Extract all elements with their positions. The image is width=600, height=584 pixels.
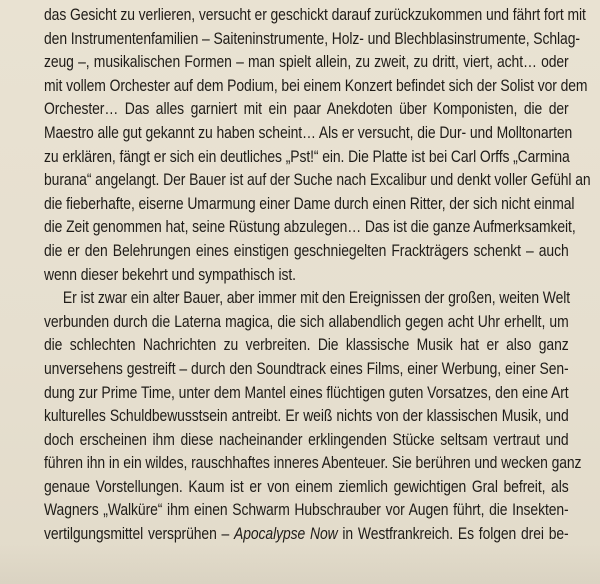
text-line: zeug –, musikalischen Formen – man spielt allein, zu zweit, zu dritt, viert, acht… oder: [44, 53, 569, 72]
text-line: die er den Belehrungen eines einstigen geschniegelten Frackträgers schenkt – auch: [44, 241, 569, 260]
text-line: den Instrumentenfamilien – Saiteninstrumente, Holz- und Blechblasinstrumente, Schlag-: [44, 29, 580, 48]
text-line: Maestro alle gut gekannt zu haben scheint… Als er versucht, die Dur- und Molltonarten: [44, 123, 573, 142]
text-line: Wagners „Walküre“ ihm einen Schwarm Hubschrauber vor Augen führt, die Insekten-: [44, 501, 569, 520]
text-line: unversehens gestreift – durch den Soundtrack eines Films, einer Werbung, einer Sen-: [44, 359, 569, 378]
text-line: die Zeit genommen hat, seine Rüstung abzulegen… Das ist die ganze Aufmerksamkeit,: [44, 218, 576, 237]
text-line: genaue Vorstellungen. Kaum ist er von einem ziemlich gewichtigen Gral befreit, als: [44, 477, 569, 496]
text-line: Orchester… Das alles garniert mit ein paar Anekdoten über Komponisten, die der: [44, 100, 569, 119]
text-line: zu erklären, fängt er sich ein deutliches „Pst!“ ein. Die Platte ist bei Carl Orffs „Carmina: [44, 147, 570, 166]
text-line: doch erscheinen ihm diese nacheinander erklingenden Stücke seltsam vertraut und: [44, 430, 569, 449]
text-line: die fieberhafte, eiserne Umarmung einer Dame durch einen Ritter, der sich nicht einmal: [44, 194, 575, 213]
text-line: die schlechten Nachrichten zu verbreiten. Die klassische Musik hat er also ganz: [44, 336, 569, 355]
text-segment: in Westfrankreich. Es folgen drei be-: [337, 525, 569, 544]
text-line: kulturelles Schuldbewusstsein antreibt. Er weiß nichts von der klassischen Musik, und: [44, 407, 569, 426]
film-title: Apocalypse Now: [234, 525, 338, 544]
text-line: verbunden durch die Laterna magica, die sich allabendlich gegen acht Uhr erhellt, um: [44, 312, 569, 331]
text-segment: vertilgungsmittel versprühen –: [44, 525, 235, 544]
text-line: führen ihn in ein wildes, rauschhaftes inneres Abenteuer. Sie berühren und wecken ganz: [44, 454, 582, 473]
text-line: wenn dieser bekehrt und sympathisch ist.: [44, 265, 296, 284]
page-shadow: [0, 544, 600, 584]
body-text: [44, 4, 591, 547]
text-line: dung zur Prime Time, unter dem Mantel eines flüchtigen guten Vorsatzes, den eine Art: [44, 383, 569, 402]
text-line: burana“ angelangt. Der Bauer ist auf der Suche nach Excalibur und denkt voller Gefühl an: [44, 171, 591, 190]
text-line: Er ist zwar ein alter Bauer, aber immer mit den Ereignissen der großen, weiten Welt: [62, 289, 571, 308]
text-line: das Gesicht zu verlieren, versucht er geschickt darauf zurückzukommen und fährt fort mit: [44, 6, 586, 24]
text-line: mit vollem Orchester auf dem Podium, bei einem Konzert befindet sich der Solist vor dem: [44, 76, 588, 95]
